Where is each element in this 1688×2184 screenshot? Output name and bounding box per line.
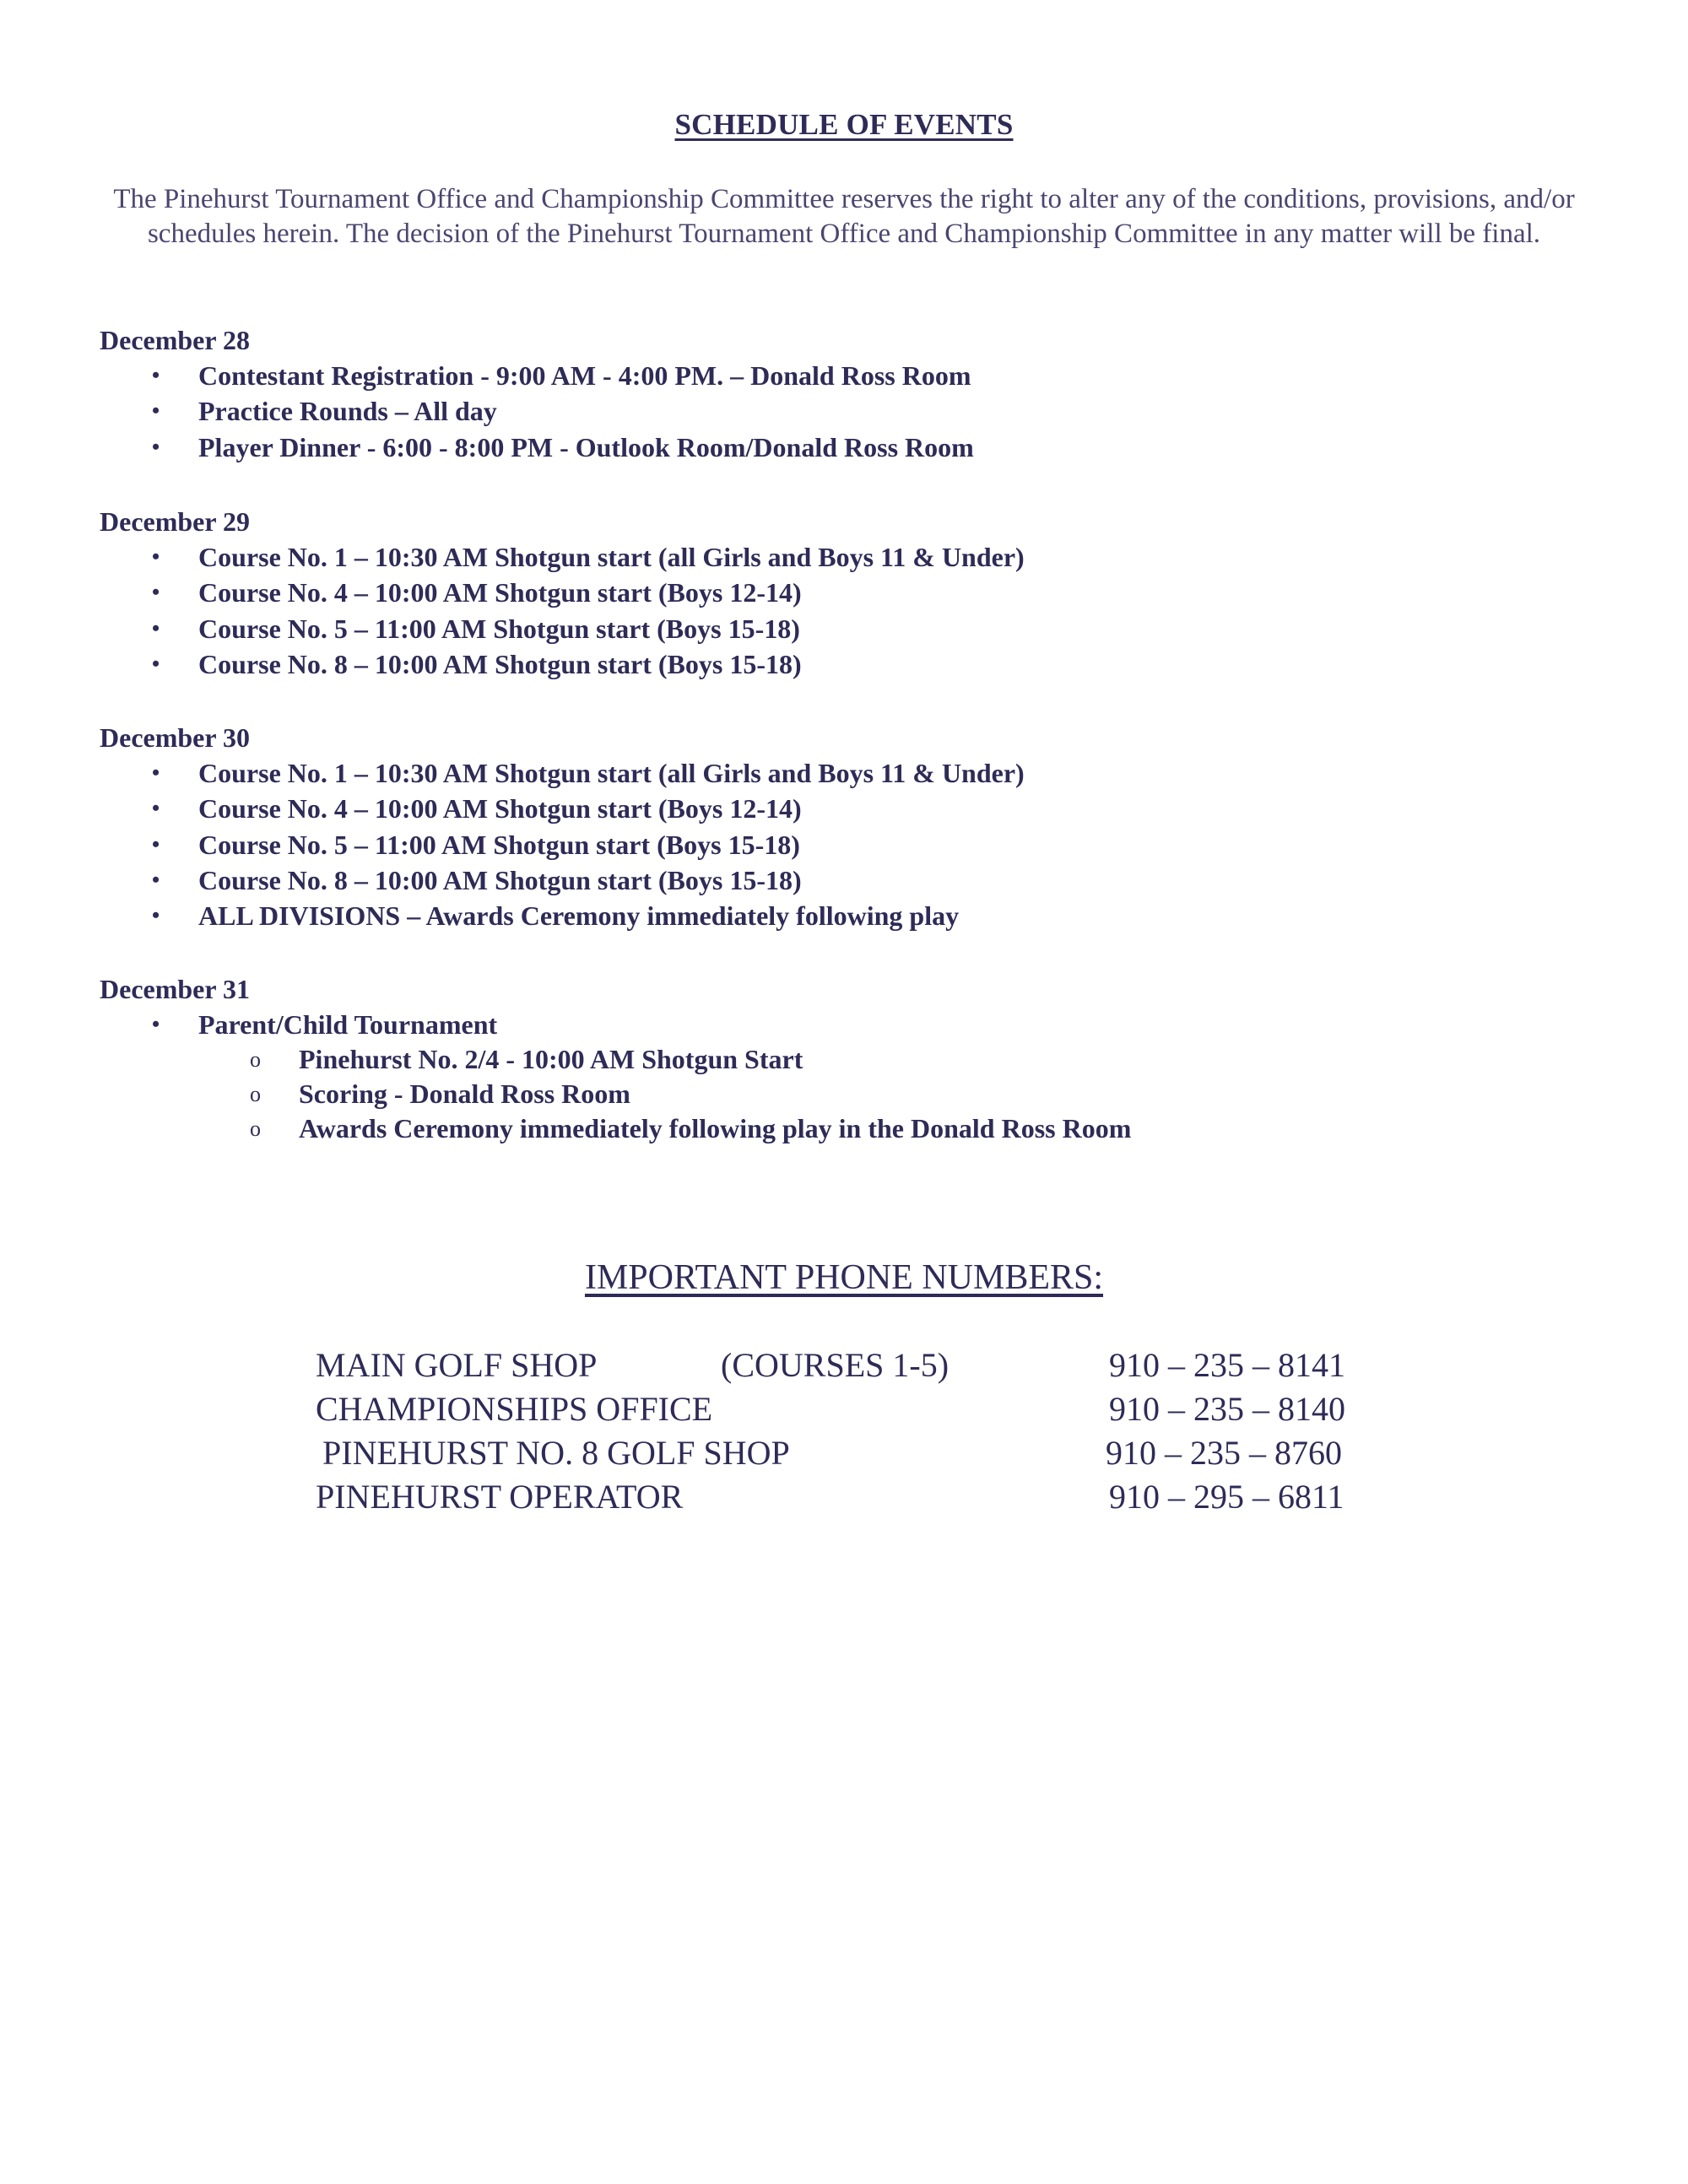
sub-event-text: Pinehurst No. 2/4 - 10:00 AM Shotgun Start bbox=[299, 1044, 803, 1075]
circle-bullet-icon: o bbox=[250, 1047, 261, 1073]
event-text: Course No. 8 – 10:00 AM Shotgun start (Boys 15-18) bbox=[198, 648, 802, 679]
disclaimer-paragraph: The Pinehurst Tournament Office and Championship Committee reserves the right to alter any of the conditions, provisions, and/or schedules herein. The decision of the Pinehurst Tournament Office and Championship Committee in any matter will be final. bbox=[113, 184, 1575, 249]
list-item bbox=[100, 539, 1534, 575]
phone-number: 910 – 235 – 8760 bbox=[1106, 1434, 1342, 1472]
day-heading: December 30 bbox=[100, 722, 250, 753]
list-item bbox=[100, 646, 1534, 682]
event-text: Course No. 5 – 11:00 AM Shotgun start (Boys 15-18) bbox=[198, 829, 800, 860]
day-heading: December 31 bbox=[100, 974, 250, 1004]
event-text: Course No. 4 – 10:00 AM Shotgun start (Boys 12-14) bbox=[198, 577, 802, 608]
bullet-icon: • bbox=[152, 796, 160, 821]
event-text: Parent/Child Tournament bbox=[198, 1009, 498, 1040]
event-list bbox=[100, 1007, 1534, 1042]
bullet-icon: • bbox=[152, 615, 160, 641]
event-text: Contestant Registration - 9:00 AM - 4:00 PM. – Donald Ross Room bbox=[198, 360, 971, 391]
phone-list bbox=[316, 1343, 1413, 1519]
bullet-icon: • bbox=[152, 363, 160, 387]
list-item bbox=[100, 393, 1534, 429]
phone-label: PINEHURST NO. 8 GOLF SHOP bbox=[322, 1434, 790, 1472]
phone-row-main-golf-shop bbox=[316, 1343, 1413, 1387]
page-title: SCHEDULE OF EVENTS bbox=[674, 108, 1014, 141]
phone-number: 910 – 295 – 6811 bbox=[1109, 1478, 1344, 1516]
list-item bbox=[100, 755, 1534, 791]
list-item bbox=[100, 791, 1534, 826]
circle-bullet-icon: o bbox=[250, 1116, 261, 1142]
schedule-day-dec-30 bbox=[100, 720, 1534, 933]
bullet-icon: • bbox=[152, 580, 160, 605]
list-item bbox=[100, 430, 1534, 465]
sub-list-item bbox=[100, 1042, 1534, 1077]
schedule-day-dec-29 bbox=[100, 504, 1534, 682]
phone-row-championships-office bbox=[316, 1387, 1413, 1431]
event-text: Course No. 4 – 10:00 AM Shotgun start (Boys 12-14) bbox=[198, 793, 802, 824]
phone-numbers-heading: IMPORTANT PHONE NUMBERS: bbox=[584, 1258, 1104, 1297]
bullet-icon: • bbox=[152, 544, 160, 569]
phone-note: (COURSES 1-5) bbox=[721, 1346, 950, 1384]
day-heading: December 29 bbox=[100, 506, 250, 537]
circle-bullet-icon: o bbox=[250, 1082, 261, 1107]
bullet-icon: • bbox=[152, 398, 160, 424]
event-text: Player Dinner - 6:00 - 8:00 PM - Outlook Room/Donald Ross Room bbox=[198, 431, 974, 462]
phone-row-operator bbox=[316, 1475, 1413, 1519]
event-text: Course No. 1 – 10:30 AM Shotgun start (all Girls and Boys 11 & Under) bbox=[198, 758, 1025, 788]
phone-label: CHAMPIONSHIPS OFFICE bbox=[316, 1390, 713, 1428]
bullet-icon: • bbox=[152, 1012, 160, 1036]
event-text: Course No. 8 – 10:00 AM Shotgun start (Boys 15-18) bbox=[198, 864, 802, 895]
event-text: Practice Rounds – All day bbox=[198, 396, 497, 427]
sub-event-text: Awards Ceremony immediately following play in the Donald Ross Room bbox=[299, 1113, 1132, 1144]
bullet-icon: • bbox=[152, 867, 160, 892]
sub-list-item bbox=[100, 1111, 1534, 1146]
sub-list-item bbox=[100, 1077, 1534, 1111]
phone-label: MAIN GOLF SHOP bbox=[316, 1346, 598, 1384]
bullet-icon: • bbox=[152, 831, 160, 857]
phone-number: 910 – 235 – 8140 bbox=[1109, 1390, 1345, 1428]
event-text: Course No. 1 – 10:30 AM Shotgun start (all Girls and Boys 11 & Under) bbox=[198, 542, 1025, 572]
phone-label: PINEHURST OPERATOR bbox=[316, 1478, 684, 1516]
list-item bbox=[100, 575, 1534, 610]
sub-event-list bbox=[100, 1042, 1534, 1146]
bullet-icon: • bbox=[152, 903, 160, 928]
phone-row-no8-golf-shop bbox=[316, 1431, 1413, 1475]
list-item bbox=[100, 1007, 1534, 1042]
bullet-icon: • bbox=[152, 434, 160, 459]
phone-number: 910 – 235 – 8141 bbox=[1109, 1346, 1345, 1384]
sub-event-text: Scoring - Donald Ross Room bbox=[299, 1078, 630, 1110]
event-list bbox=[100, 539, 1534, 682]
list-item bbox=[100, 611, 1534, 646]
bullet-icon: • bbox=[152, 760, 160, 785]
list-item bbox=[100, 358, 1534, 393]
schedule-day-dec-31 bbox=[100, 971, 1534, 1146]
event-text: ALL DIVISIONS – Awards Ceremony immediately following play bbox=[198, 900, 960, 932]
event-list bbox=[100, 755, 1534, 933]
list-item bbox=[100, 898, 1534, 933]
list-item bbox=[100, 827, 1534, 862]
list-item bbox=[100, 862, 1534, 898]
event-text: Course No. 5 – 11:00 AM Shotgun start (Boys 15-18) bbox=[198, 613, 800, 644]
day-heading: December 28 bbox=[100, 325, 250, 355]
bullet-icon: • bbox=[152, 651, 160, 676]
event-list bbox=[100, 358, 1534, 465]
schedule-day-dec-28 bbox=[100, 322, 1534, 465]
